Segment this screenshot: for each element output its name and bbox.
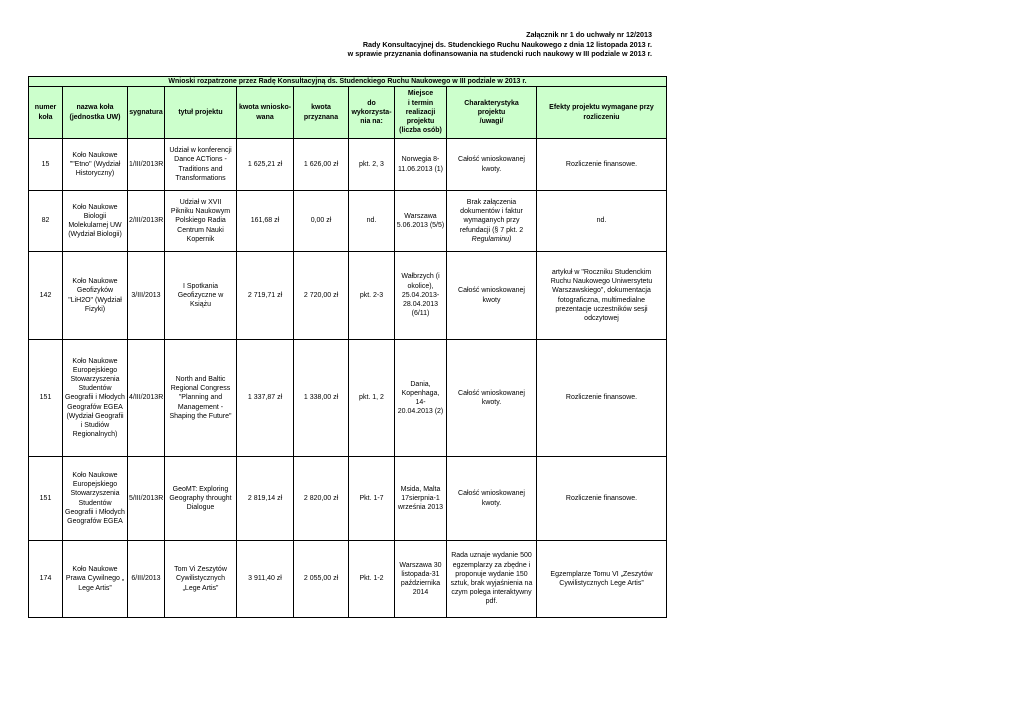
header-line: Miejsce [407,90,434,98]
header-line: rozliczeniu [583,113,620,121]
cell-line: Dance ACTions - [174,156,227,164]
tytul-cell [165,139,237,191]
charakterystyka-cell [447,541,537,618]
cell-line: Shaping the Future" [169,412,232,420]
cell-line: Dialogue [186,504,215,512]
numer-cell: 151 [29,340,63,457]
cell-line: okolice), [407,282,434,290]
cell-line: października [400,580,441,587]
table-row [29,340,667,457]
header-line: wana [256,113,274,121]
cell-line-italic: Regulaminu) [471,235,512,243]
col-charakterystyka-header [447,87,537,139]
cell-line: (Wydział Biologii) [68,231,122,239]
kwota-wnioskowana-cell: 1 625,21 zł [237,139,294,191]
header-line: realizacji [405,108,436,116]
cell-line: Kopenhaga, 14- [401,389,440,406]
cell-line: Warszawskiego", dokumentacja [552,287,651,295]
miejsce-cell [395,457,447,541]
cell-line: artykuł w "Roczniku Studenckim [551,268,652,276]
header-line: tytuł projektu [178,108,223,116]
cell-line: ""Etno" (Wydział [69,160,121,168]
numer-cell: 15 [29,139,63,191]
header-row [29,87,667,139]
cell-line: Pikniku Naukowym [170,208,231,216]
cell-line: Lege Artis” [78,584,112,592]
kwota-wnioskowana-cell: 161,68 zł [237,191,294,252]
tytul-cell [165,541,237,618]
cell-line: Koło Naukowe [72,203,118,211]
cell-line: Geografii i Młodych [65,394,125,402]
cell-line: Geografów EGEA [67,517,123,525]
col-kwota-wnioskowana-header [237,87,294,139]
wykorzystanie-cell: pkt. 2-3 [349,252,395,340]
charakterystyka-cell [447,457,537,541]
kwota-przyznana-cell: 0,00 zł [294,191,349,252]
nazwa-cell [63,541,128,618]
cell-line: Europejskiego [72,481,118,489]
efekty-cell [537,191,667,252]
table-title: Wnioski rozpatrzone przez Radę Konsultacyjną ds. Studenckiego Ruchu Naukowego w III podziale w 2013 r. [29,77,667,87]
cell-line: września 2013 [397,504,444,512]
cell-line: 5.06.2013 (5/5) [396,222,445,229]
header-line-2: Rady Konsultacyjnej ds. Studenckiego Ruchu Naukowego z dnia 12 listopada 2013 r. [362,39,652,49]
cell-line: 25.04.2013- [401,291,440,299]
cell-line: "LiH2O" (Wydział [68,296,122,304]
miejsce-cell [395,252,447,340]
cell-line: Egzemplarze Tomu VI „Zeszytów [550,570,653,578]
header-line: Efekty projektu wymagane przy [549,104,654,112]
header-line: i termin [407,99,434,107]
cell-line: Tom Vi Zeszytów [174,566,227,574]
cell-line: refundacji (§ 7 pkt. 2 [459,226,524,234]
cell-line: Koło Naukowe [72,278,118,286]
header-line: /uwagi/ [479,118,504,126]
efekty-cell [537,139,667,191]
cell-line: 28.04.2013 [402,301,439,309]
cell-line: Biologii [83,212,107,220]
cell-line: GeoMT: Exploring [172,485,229,493]
cell-line: 2014 [412,589,429,597]
cell-line: Cywilistycznych [175,575,225,583]
cell-line: Regional Congress [170,385,231,393]
nazwa-cell [63,191,128,252]
tytul-cell [165,340,237,457]
col-nazwa-header [63,87,128,139]
cell-line: Warszawa [404,212,437,220]
cell-line: Centrum Nauki [177,226,224,234]
cell-line: Stowarzyszenia [70,490,120,498]
numer-cell: 142 [29,252,63,340]
col-numer-header [29,87,63,139]
sygnatura-cell: 5/III/2013R [128,457,165,541]
cell-line: pdf. [485,598,498,606]
header-line: wykorzysta- [351,108,392,116]
numer-cell: 151 [29,457,63,541]
nazwa-cell [63,252,128,340]
nazwa-cell [63,139,128,191]
col-tytul-header [165,87,237,139]
sygnatura-cell: 1/III/2013R [128,139,165,191]
cell-line: egzemplarzy za zbędne i [452,561,531,569]
cell-line: czym polega interaktywny [451,589,532,597]
tytul-cell [165,191,237,252]
cell-line: Rozliczenie finansowe. [565,394,638,402]
kwota-wnioskowana-cell: 2 819,14 zł [237,457,294,541]
header-line: nia na: [360,118,383,126]
cell-line: Molekularnej UW [68,222,122,229]
tytul-cell [165,252,237,340]
header-line: przyznana [303,113,339,121]
header-line-1: Załącznik nr 1 do uchwały nr 12/2013 [526,30,652,39]
cell-line: Stowarzyszenia [70,375,120,383]
wykorzystanie-cell: Pkt. 1-2 [349,541,395,618]
cell-line: Geofizyków [76,287,114,295]
cell-line: Wałbrzych (i [401,273,440,281]
cell-line: I Spotkania [182,282,219,290]
numer-cell: 174 [29,541,63,618]
cell-line: fotograficzna, multimedialne [557,296,646,304]
charakterystyka-cell [447,191,537,252]
table-row [29,252,667,340]
cell-line: Udział w konferencji [169,147,232,155]
cell-line: Całość wnioskowanej [458,490,525,498]
col-miejsce-header [395,87,447,139]
header-line: do [367,99,376,107]
header-line: projektu [477,108,506,116]
cell-line: Transformations [175,174,226,182]
table-row [29,191,667,252]
cell-line: Europejskiego [72,366,118,374]
cell-line: Studentów [78,385,112,393]
cell-line: 17sierpnia-1 [401,494,440,502]
cell-line: kwoty. [481,165,502,173]
wykorzystanie-cell: pkt. 2, 3 [349,139,395,191]
efekty-cell [537,252,667,340]
cell-line: Koło Naukowe [72,471,118,479]
cell-line: Management - [177,403,224,411]
wykorzystanie-cell: Pkt. 1-7 [349,457,395,541]
miejsce-cell [395,340,447,457]
sygnatura-cell: 4/III/2013R [128,340,165,457]
wykorzystanie-cell: nd. [349,191,395,252]
cell-line: North and Baltic [175,375,226,383]
miejsce-cell [395,541,447,618]
cell-line: Msida, Malta [400,485,441,493]
kwota-przyznana-cell: 2 055,00 zł [294,541,349,618]
cell-line: Rada uznaje wydanie 500 [451,552,532,560]
cell-line: Regionalnych) [72,431,118,439]
wykorzystanie-cell: pkt. 1, 2 [349,340,395,457]
numer-cell: 82 [29,191,63,252]
cell-line: proponuje wydanie 150 [455,570,528,578]
header-line: Charakterystyka [464,99,519,107]
header-line: sygnatura [129,108,163,116]
cell-line: wymaganych przy [463,217,520,225]
cell-line: Prawa Cywilnego „ [65,575,125,583]
col-efekty-header [537,87,667,139]
cell-line: Norwegia 8- [401,156,440,164]
cell-line: Geography throught [169,494,232,502]
table-body [29,139,667,618]
kwota-wnioskowana-cell: 1 337,87 zł [237,340,294,457]
cell-line: listopada-31 [401,570,440,578]
cell-line: (Wydział Geografii [66,412,124,420]
cell-line: „Lege Artis” [182,584,219,592]
cell-line: Koło Naukowe [72,566,118,574]
header-line: (jednostka UW) [69,113,121,121]
cell-line: (6/11) [411,310,430,318]
sygnatura-cell: 6/III/2013 [128,541,165,618]
cell-line: Geofizyczne w [177,291,224,299]
cell-line: Dania, [410,380,431,388]
cell-line: Historyczny) [75,170,115,178]
cell-line: Geografów EGEA [67,403,123,411]
cell-line: Ruchu Naukowego Uniwersytetu [550,278,653,286]
cell-line: Studentów [78,499,112,507]
miejsce-cell [395,139,447,191]
cell-line: Traditions and [178,165,223,173]
document-header [348,30,652,59]
cell-line: Geografii i Młodych [65,508,125,516]
cell-line: Brak załączenia [466,198,517,206]
cell-line: Kopernik [186,235,215,243]
cell-line: i Studiów [80,422,110,429]
tytul-cell [165,457,237,541]
efekty-cell [537,457,667,541]
cell-line: kwoty [482,296,501,304]
cell-line: "Planning and [178,394,223,402]
header-line: koła [38,113,53,121]
charakterystyka-cell [447,252,537,340]
header-line: projektu [406,118,435,126]
header-line: numer [34,104,57,112]
header-line: kwota [311,104,331,112]
kwota-wnioskowana-cell: 3 911,40 zł [237,541,294,618]
col-sygnatura-header [128,87,165,139]
cell-line: Całość wnioskowanej [458,156,525,164]
cell-line: 20.04.2013 (2) [397,408,444,416]
cell-line: Warszawa 30 [399,561,442,569]
col-wykorzystanie-header [349,87,395,139]
miejsce-cell [395,191,447,252]
cell-line: Koło Naukowe [72,357,118,365]
cell-line: prezentacje uczestników sesji [555,305,648,313]
header-line: (liczba osób) [399,127,442,135]
cell-line: odczytowej [584,314,619,322]
nazwa-cell [63,340,128,457]
cell-line: nd. [596,217,607,225]
kwota-przyznana-cell: 1 626,00 zł [294,139,349,191]
cell-line: Polskiego Radia [175,217,226,225]
cell-line: Całość wnioskowanej [458,389,525,397]
efekty-cell [537,340,667,457]
cell-line: Rozliczenie finansowe. [565,494,638,502]
cell-line: Fizyki) [84,305,106,313]
table-row [29,541,667,618]
sygnatura-cell: 2/III/2013R [128,191,165,252]
kwota-przyznana-cell: 2 720,00 zł [294,252,349,340]
efekty-cell [537,541,667,618]
header-line-3: w sprawie przyznania dofinansowania na studencki ruch naukowy w III podziale w 2013 r. [347,49,652,59]
applications-table [28,76,667,618]
cell-line: Książu [189,301,211,309]
cell-line: kwoty. [481,399,502,406]
kwota-przyznana-cell: 1 338,00 zł [294,340,349,457]
charakterystyka-cell [447,340,537,457]
header-line: nazwa koła [76,104,114,112]
cell-line: 11.06.2013 (1) [397,165,443,173]
sygnatura-cell: 3/III/2013 [128,252,165,340]
table-row [29,457,667,541]
cell-line: kwoty. [481,499,502,507]
kwota-wnioskowana-cell: 2 719,71 zł [237,252,294,340]
col-kwota-przyznana-header [294,87,349,139]
cell-line: sztuk, brak wyjaśnienia na [450,580,533,587]
charakterystyka-cell [447,139,537,191]
header-line: kwota wniosko- [238,104,292,112]
cell-line: dokumentów i faktur [460,208,523,216]
cell-line: Udział w XVII [179,198,222,206]
cell-line: Koło Naukowe [72,151,118,159]
cell-line: Rozliczenie finansowe. [565,160,638,168]
cell-line: Całość wnioskowanej [458,287,525,295]
cell-line: Cywilistycznych Lege Artis” [559,580,644,587]
kwota-przyznana-cell: 2 820,00 zł [294,457,349,541]
table-row [29,139,667,191]
nazwa-cell [63,457,128,541]
